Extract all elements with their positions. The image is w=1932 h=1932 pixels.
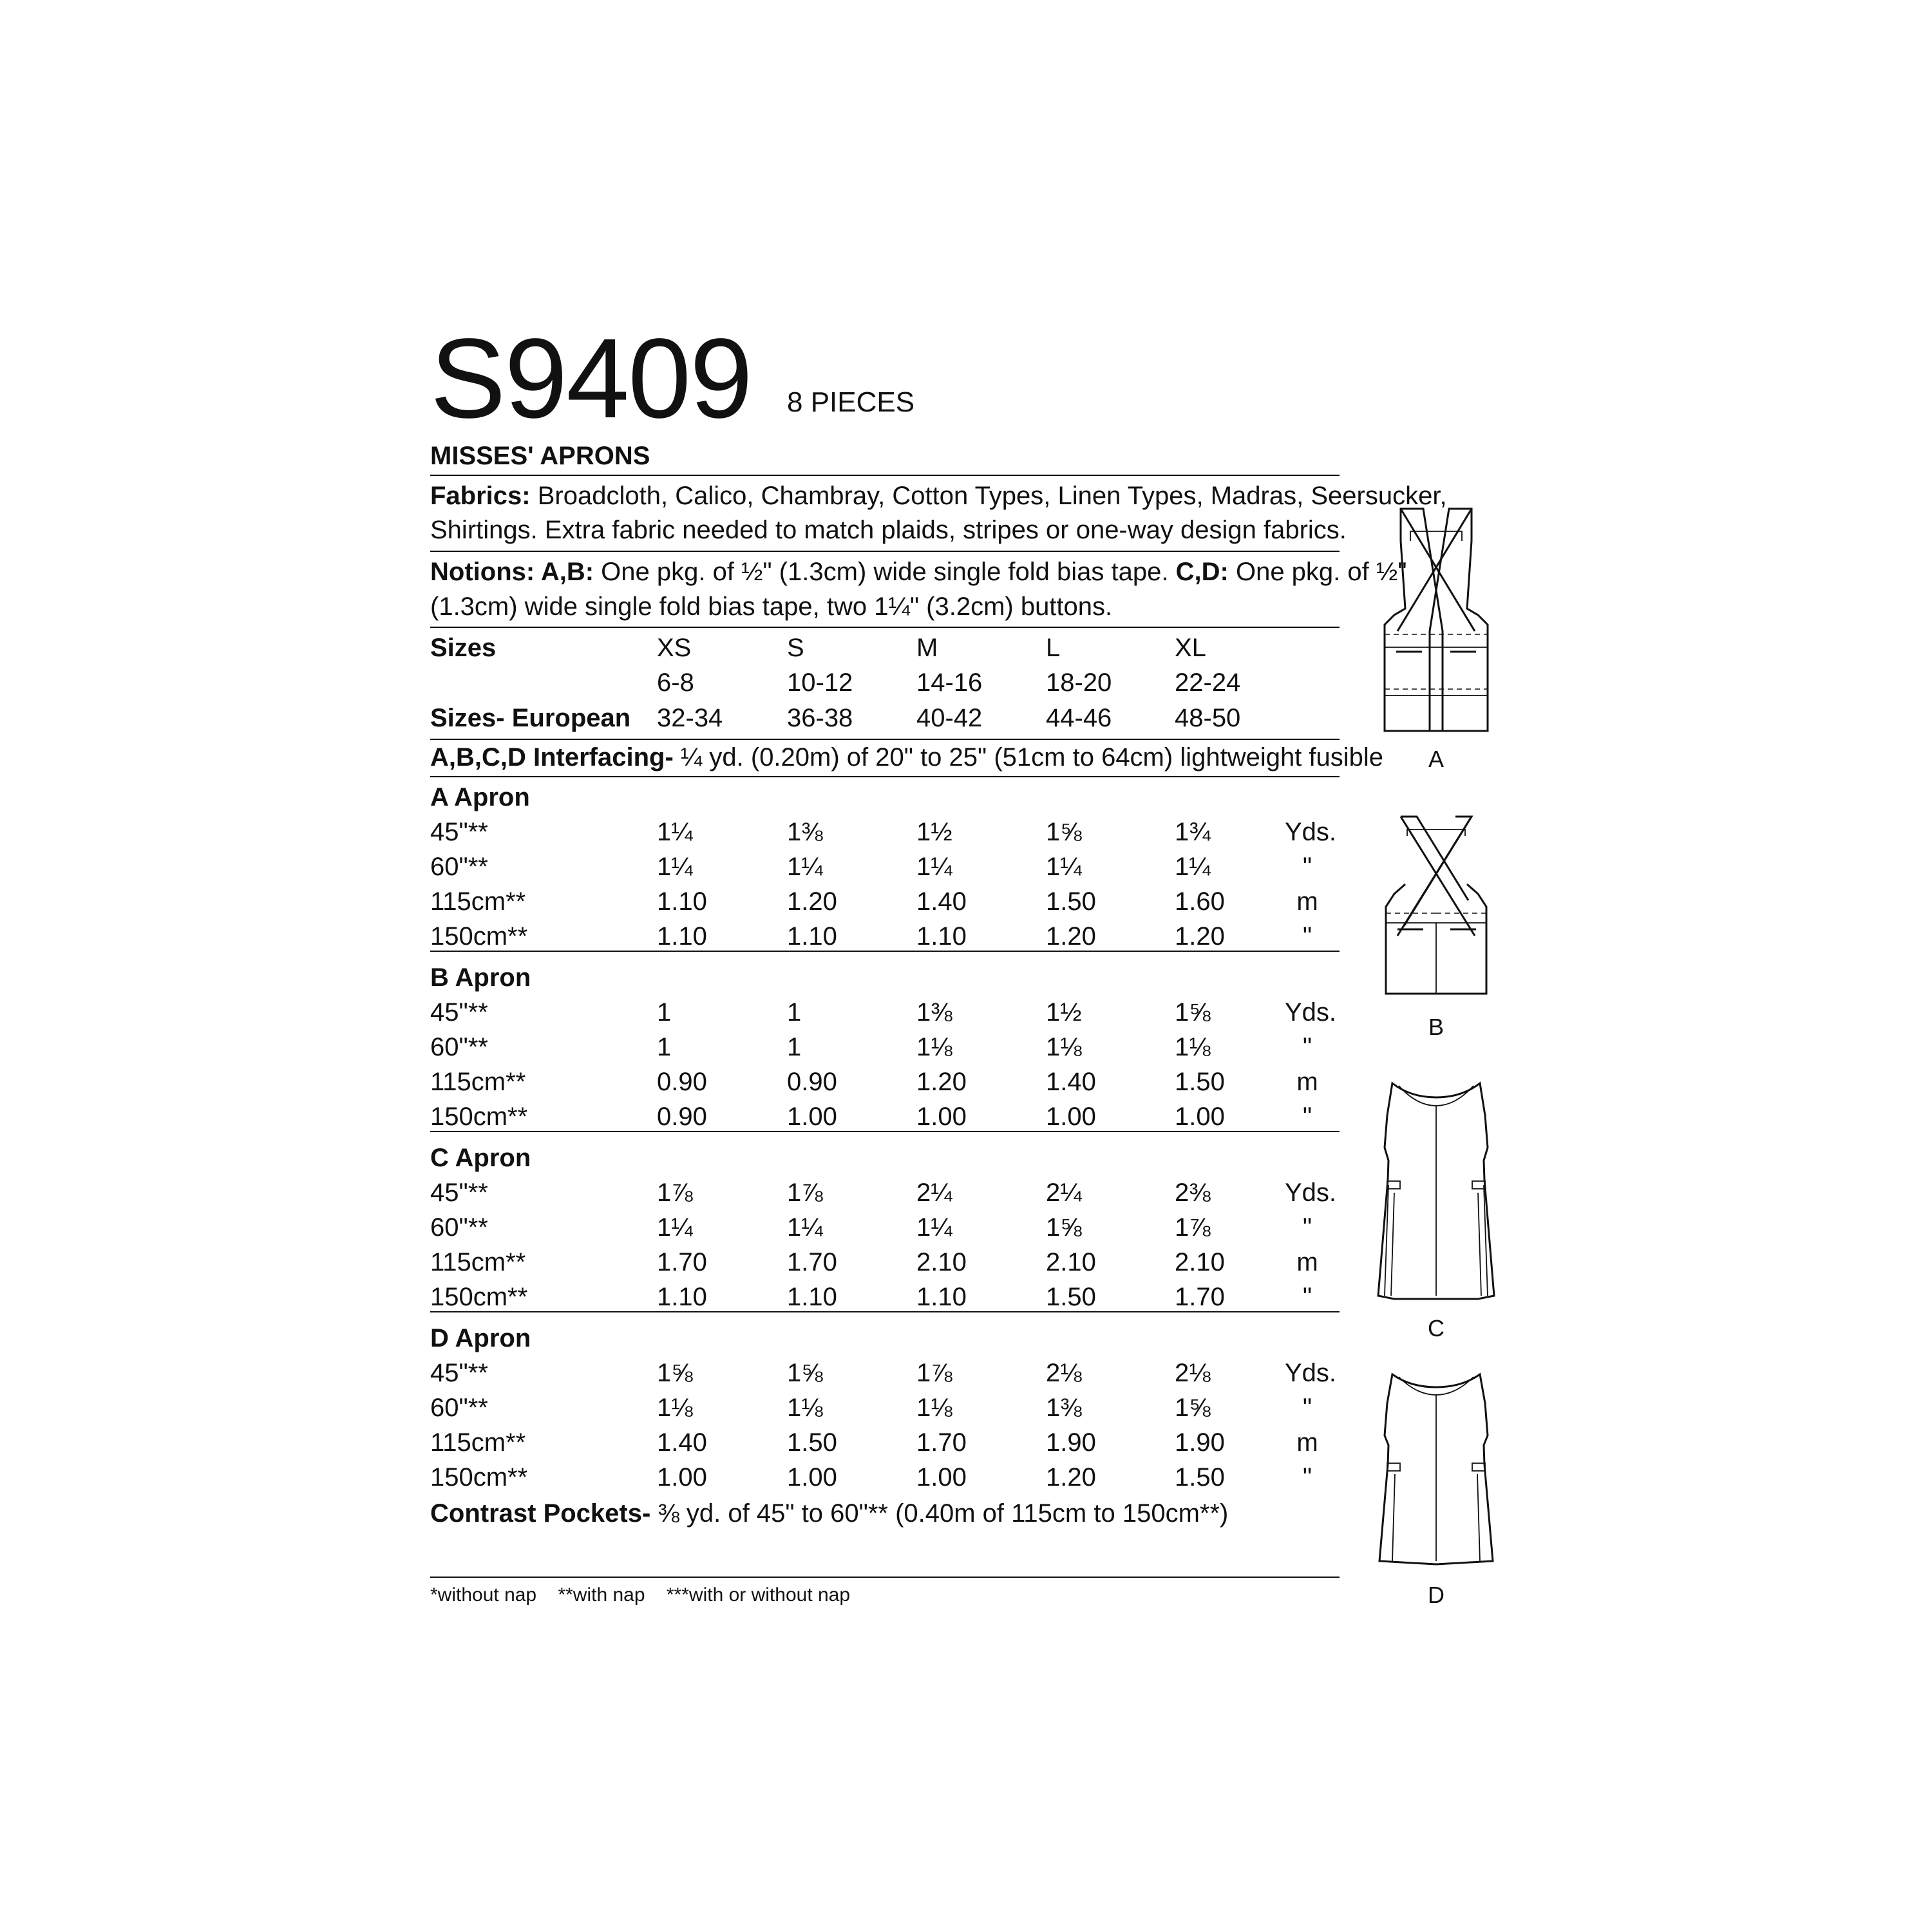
- yardage-value: 2¼: [1046, 1179, 1082, 1207]
- yardage-value: 1⅛: [1175, 1033, 1211, 1061]
- yardage-value: 1.50: [1046, 887, 1096, 916]
- size-letter: XS: [657, 634, 692, 662]
- yardage-unit: ": [1302, 1394, 1312, 1422]
- yardage-unit: Yds.: [1285, 1179, 1337, 1207]
- view-heading: A Apron: [430, 783, 530, 811]
- size-letter: M: [916, 634, 938, 662]
- yardage-value: 1.10: [787, 922, 837, 951]
- size-european: 48-50: [1175, 704, 1241, 732]
- yardage-value: 1.40: [657, 1428, 707, 1457]
- view-heading: B Apron: [430, 963, 531, 992]
- interfacing-line: [430, 743, 1383, 772]
- fabric-width: 45"**: [430, 818, 488, 846]
- apron-a-sketch-icon: [1372, 502, 1501, 747]
- yardage-unit: ": [1302, 853, 1312, 881]
- apron-d-sketch-icon: [1365, 1368, 1507, 1580]
- yardage-value: 1⅝: [1046, 1213, 1082, 1242]
- yardage-value: 1¼: [657, 1213, 693, 1242]
- yardage-value: 1.00: [1175, 1103, 1225, 1131]
- yardage-unit: ": [1302, 922, 1312, 951]
- fabric-width: 60"**: [430, 1033, 488, 1061]
- yardage-unit: Yds.: [1285, 818, 1337, 846]
- pieces-count: 8 PIECES: [787, 386, 915, 418]
- yardage-value: 1¼: [657, 818, 693, 846]
- yardage-value: 2⅛: [1175, 1359, 1211, 1387]
- pattern-number: S9409: [430, 316, 752, 442]
- yardage-value: 1¼: [916, 1213, 952, 1242]
- yardage-value: 1.00: [916, 1463, 967, 1492]
- size-european: 44-46: [1046, 704, 1112, 732]
- yardage-value: 1.90: [1046, 1428, 1096, 1457]
- yardage-value: 1.00: [657, 1463, 707, 1492]
- fabric-width: 115cm**: [430, 887, 526, 916]
- divider: [430, 475, 1340, 476]
- yardage-value: 1½: [916, 818, 952, 846]
- yardage-unit: m: [1296, 1068, 1318, 1096]
- yardage-unit: Yds.: [1285, 998, 1337, 1027]
- yardage-value: 2.10: [1175, 1248, 1225, 1276]
- fabric-width: 115cm**: [430, 1068, 526, 1096]
- yardage-value: 1.00: [916, 1103, 967, 1131]
- fabric-width: 45"**: [430, 1179, 488, 1207]
- pattern-title: MISSES' APRONS: [430, 442, 650, 470]
- yardage-value: 1⅜: [1046, 1394, 1082, 1422]
- divider: [430, 1311, 1340, 1312]
- yardage-unit: m: [1296, 1248, 1318, 1276]
- size-letter: XL: [1175, 634, 1206, 662]
- yardage-value: 1.40: [1046, 1068, 1096, 1096]
- yardage-value: 1.20: [916, 1068, 967, 1096]
- sizes-label: Sizes: [430, 634, 497, 662]
- yardage-unit: ": [1302, 1463, 1312, 1492]
- yardage-value: 1¾: [1175, 818, 1211, 846]
- size-european: 36-38: [787, 704, 853, 732]
- yardage-value: 1.10: [657, 922, 707, 951]
- yardage-value: 0.90: [657, 1103, 707, 1131]
- sketch-label-b: B: [1428, 1014, 1444, 1040]
- contrast-pockets-line: [430, 1499, 1228, 1528]
- yardage-value: 1⅛: [657, 1394, 693, 1422]
- fabric-width: 60"**: [430, 1213, 488, 1242]
- fabric-width: 150cm**: [430, 922, 528, 951]
- nap-footnote: *without nap **with nap ***with or without nap: [430, 1584, 851, 1605]
- yardage-value: 1¼: [787, 1213, 823, 1242]
- contrast-pockets-text: ⅜ yd. of 45" to 60"** (0.40m of 115cm to 150cm**): [658, 1499, 1229, 1528]
- yardage-value: 1.60: [1175, 887, 1225, 916]
- yardage-value: 1.70: [657, 1248, 707, 1276]
- yardage-value: 1.50: [1046, 1283, 1096, 1311]
- yardage-unit: ": [1302, 1103, 1312, 1131]
- yardage-value: 1.20: [1046, 1463, 1096, 1492]
- divider: [430, 776, 1340, 777]
- yardage-value: 1.20: [1046, 922, 1096, 951]
- divider: [430, 1131, 1340, 1132]
- size-number: 14-16: [916, 668, 983, 697]
- yardage-value: 1½: [1046, 998, 1082, 1027]
- yardage-value: 1¼: [1046, 853, 1082, 881]
- fabrics-text: Broadcloth, Calico, Chambray, Cotton Types, Linen Types, Madras, Seersucker,: [537, 482, 1447, 510]
- yardage-value: 1.70: [787, 1248, 837, 1276]
- size-european: 40-42: [916, 704, 983, 732]
- view-heading: C Apron: [430, 1144, 531, 1172]
- yardage-value: 1.50: [1175, 1068, 1225, 1096]
- divider: [430, 739, 1340, 740]
- divider: [430, 551, 1340, 552]
- yardage-value: 2¼: [916, 1179, 952, 1207]
- yardage-unit: m: [1296, 1428, 1318, 1457]
- yardage-value: 1¼: [787, 853, 823, 881]
- yardage-value: 1¼: [1175, 853, 1211, 881]
- yardage-value: 1.00: [787, 1103, 837, 1131]
- yardage-value: 1¼: [916, 853, 952, 881]
- yardage-value: 1.50: [787, 1428, 837, 1457]
- yardage-value: 1⅛: [916, 1033, 952, 1061]
- yardage-value: 1⅞: [1175, 1213, 1211, 1242]
- yardage-value: 1⅝: [1046, 818, 1082, 846]
- sizes-european-label: Sizes- European: [430, 704, 631, 732]
- fabric-width: 150cm**: [430, 1463, 528, 1492]
- yardage-value: 1⅞: [657, 1179, 693, 1207]
- yardage-value: 1⅜: [787, 818, 823, 846]
- yardage-value: 1.00: [787, 1463, 837, 1492]
- size-number: 22-24: [1175, 668, 1241, 697]
- yardage-value: 0.90: [657, 1068, 707, 1096]
- yardage-value: 1.10: [787, 1283, 837, 1311]
- yardage-unit: ": [1302, 1033, 1312, 1061]
- yardage-unit: ": [1302, 1213, 1312, 1242]
- notions-label-ab: Notions: A,B:: [430, 558, 594, 586]
- size-letter: S: [787, 634, 804, 662]
- fabric-width: 60"**: [430, 1394, 488, 1422]
- yardage-value: 2⅜: [1175, 1179, 1211, 1207]
- interfacing-label: A,B,C,D Interfacing-: [430, 743, 674, 772]
- divider: [430, 1577, 1340, 1578]
- sketch-label-a: A: [1428, 746, 1444, 772]
- fabric-width: 150cm**: [430, 1103, 528, 1131]
- fabric-width: 115cm**: [430, 1248, 526, 1276]
- yardage-value: 1⅝: [787, 1359, 823, 1387]
- yardage-value: 1.40: [916, 887, 967, 916]
- fabric-width: 115cm**: [430, 1428, 526, 1457]
- notions-line-1: [430, 558, 1406, 587]
- yardage-value: 1.10: [657, 887, 707, 916]
- yardage-value: 1.10: [657, 1283, 707, 1311]
- size-number: 10-12: [787, 668, 853, 697]
- yardage-value: 1.20: [787, 887, 837, 916]
- notions-text-ab: One pkg. of ½" (1.3cm) wide single fold bias tape.: [601, 558, 1169, 586]
- fabric-width: 150cm**: [430, 1283, 528, 1311]
- fabric-width: 45"**: [430, 1359, 488, 1387]
- yardage-value: 1: [657, 1033, 672, 1061]
- yardage-unit: Yds.: [1285, 1359, 1337, 1387]
- yardage-value: 2⅛: [1046, 1359, 1082, 1387]
- yardage-value: 1: [657, 998, 672, 1027]
- yardage-value: 1: [787, 998, 802, 1027]
- apron-c-sketch-icon: [1365, 1077, 1507, 1315]
- fabrics-label: Fabrics:: [430, 482, 531, 510]
- yardage-value: 1⅝: [657, 1359, 693, 1387]
- size-letter: L: [1046, 634, 1061, 662]
- interfacing-text: ¼ yd. (0.20m) of 20" to 25" (51cm to 64cm) lightweight fusible: [680, 743, 1384, 772]
- fabrics-line-2: Shirtings. Extra fabric needed to match plaids, stripes or one-way design fabrics.: [430, 516, 1347, 544]
- yardage-value: 2.10: [1046, 1248, 1096, 1276]
- yardage-value: 1⅞: [787, 1179, 823, 1207]
- sketch-label-c: C: [1428, 1315, 1444, 1341]
- size-number: 18-20: [1046, 668, 1112, 697]
- notions-line-2: (1.3cm) wide single fold bias tape, two 1¼" (3.2cm) buttons.: [430, 592, 1113, 621]
- yardage-value: 1.90: [1175, 1428, 1225, 1457]
- yardage-value: 1⅛: [787, 1394, 823, 1422]
- yardage-value: 1⅝: [1175, 1394, 1211, 1422]
- contrast-pockets-label: Contrast Pockets-: [430, 1499, 651, 1528]
- yardage-value: 1.70: [1175, 1283, 1225, 1311]
- yardage-value: 1⅝: [1175, 998, 1211, 1027]
- notions-text-cd: One pkg. of ½": [1235, 558, 1407, 586]
- yardage-value: 1.70: [916, 1428, 967, 1457]
- size-number: 6-8: [657, 668, 694, 697]
- notions-label-cd: C,D:: [1175, 558, 1229, 586]
- fabrics-line-1: [430, 482, 1447, 511]
- yardage-value: 1.00: [1046, 1103, 1096, 1131]
- divider: [430, 951, 1340, 952]
- yardage-value: 0.90: [787, 1068, 837, 1096]
- yardage-value: 1⅞: [916, 1359, 952, 1387]
- yardage-value: 1: [787, 1033, 802, 1061]
- yardage-value: 1⅛: [916, 1394, 952, 1422]
- yardage-value: 1.50: [1175, 1463, 1225, 1492]
- yardage-value: 1⅜: [916, 998, 952, 1027]
- yardage-value: 1.10: [916, 922, 967, 951]
- yardage-value: 2.10: [916, 1248, 967, 1276]
- sketch-label-d: D: [1428, 1582, 1444, 1608]
- fabric-width: 45"**: [430, 998, 488, 1027]
- fabric-width: 60"**: [430, 853, 488, 881]
- apron-b-sketch-icon: [1372, 810, 1501, 1003]
- yardage-value: 1.20: [1175, 922, 1225, 951]
- size-european: 32-34: [657, 704, 723, 732]
- yardage-unit: m: [1296, 887, 1318, 916]
- divider: [430, 627, 1340, 628]
- view-heading: D Apron: [430, 1324, 531, 1352]
- yardage-value: 1⅛: [1046, 1033, 1082, 1061]
- yardage-unit: ": [1302, 1283, 1312, 1311]
- yardage-value: 1.10: [916, 1283, 967, 1311]
- yardage-value: 1¼: [657, 853, 693, 881]
